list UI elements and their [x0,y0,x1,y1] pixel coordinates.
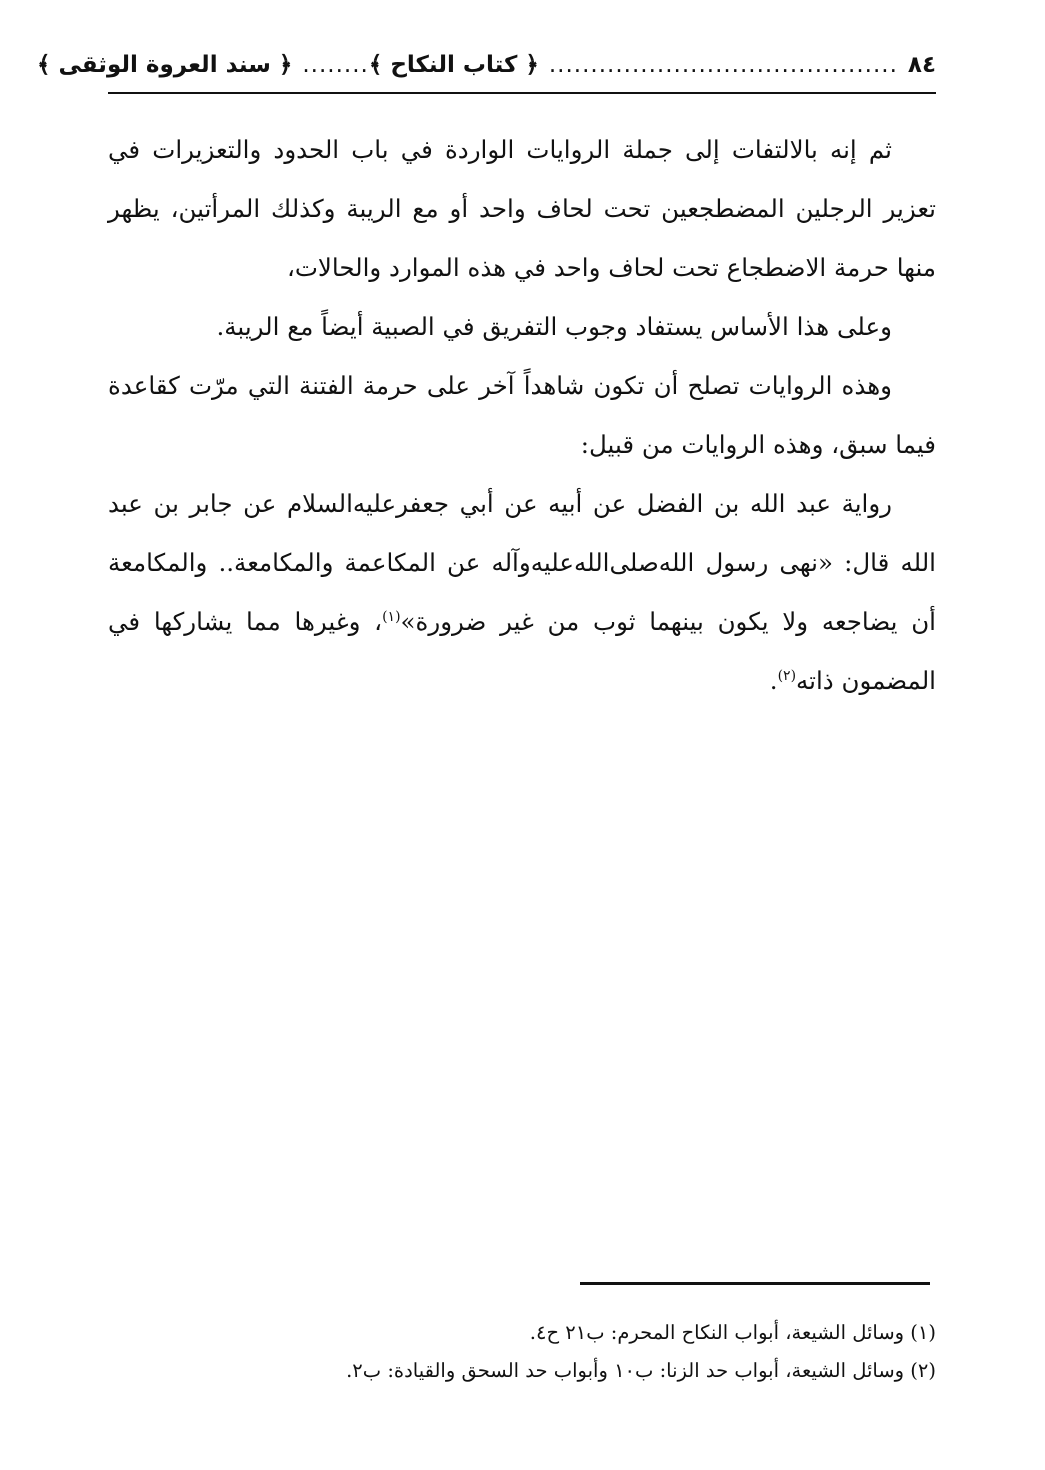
page-number: ٨٤ [907,52,936,78]
running-header-right-group [37,52,369,78]
footnote-ref-1[interactable]: (١) [382,608,401,625]
header-leader-dots: .......................................... [548,52,898,78]
running-header [37,40,936,90]
paragraph-1: ثم إنه بالالتفات إلى جملة الروايات الواردة في باب الحدود والتعزيرات في تعزير الرجلين المضطجعين تحت لحاف واحد أو مع الريبة وكذلك المرأتين، يظهر منها حرمة الاضطجاع تحت لحاف واحد في هذه الموارد والحالات، [108,135,936,282]
paragraph-2: وعلى هذا الأساس يستفاد وجوب التفريق في الصبية أيضاً مع الريبة. [216,312,892,341]
paragraph-4-continuation: ، وغيرها مما يشاركها في المضمون ذاته [108,607,936,695]
paragraph-4-quote: رواية عبد الله بن الفضل عن أبيه عن أبي جعفر‌عليه‌السلام عن جابر بن عبد الله قال: «نهى رسول الله‌صلى‌الله‌عليه‌وآله عن المكاعمة والمكامعة.. والمكامعة أن يضاجعه ولا يكون بينهما ثوب من غير ضرورة» [108,489,936,636]
book-title: ﴿ سند العروة الوثقى ﴾ [37,52,293,78]
running-header-left-group [369,52,936,78]
footnote-ref-2[interactable]: (٢) [777,667,797,684]
main-text [108,120,936,710]
footnote-divider [580,1282,930,1285]
footnotes [108,1314,936,1390]
chapter-title: ﴿ كتاب النكاح ﴾ [368,52,539,78]
footnote-2: (٢) وسائل الشيعة، أبواب حد الزنا: ب١٠ وأبواب حد السحق والقيادة: ب٢. [346,1359,936,1382]
paragraph-4 [108,474,936,710]
header-divider [108,92,936,94]
header-leader-dots-short: ........ [302,52,369,78]
paragraph-3: وهذه الروايات تصلح أن تكون شاهداً آخر على حرمة الفتنة التي مرّت كقاعدة فيما سبق، وهذه الروايات من قبيل: [108,371,936,459]
paragraph-4-end: . [769,666,778,695]
footnote-1: (١) وسائل الشيعة، أبواب النكاح المحرم: ب٢١ ح٤. [529,1321,936,1344]
